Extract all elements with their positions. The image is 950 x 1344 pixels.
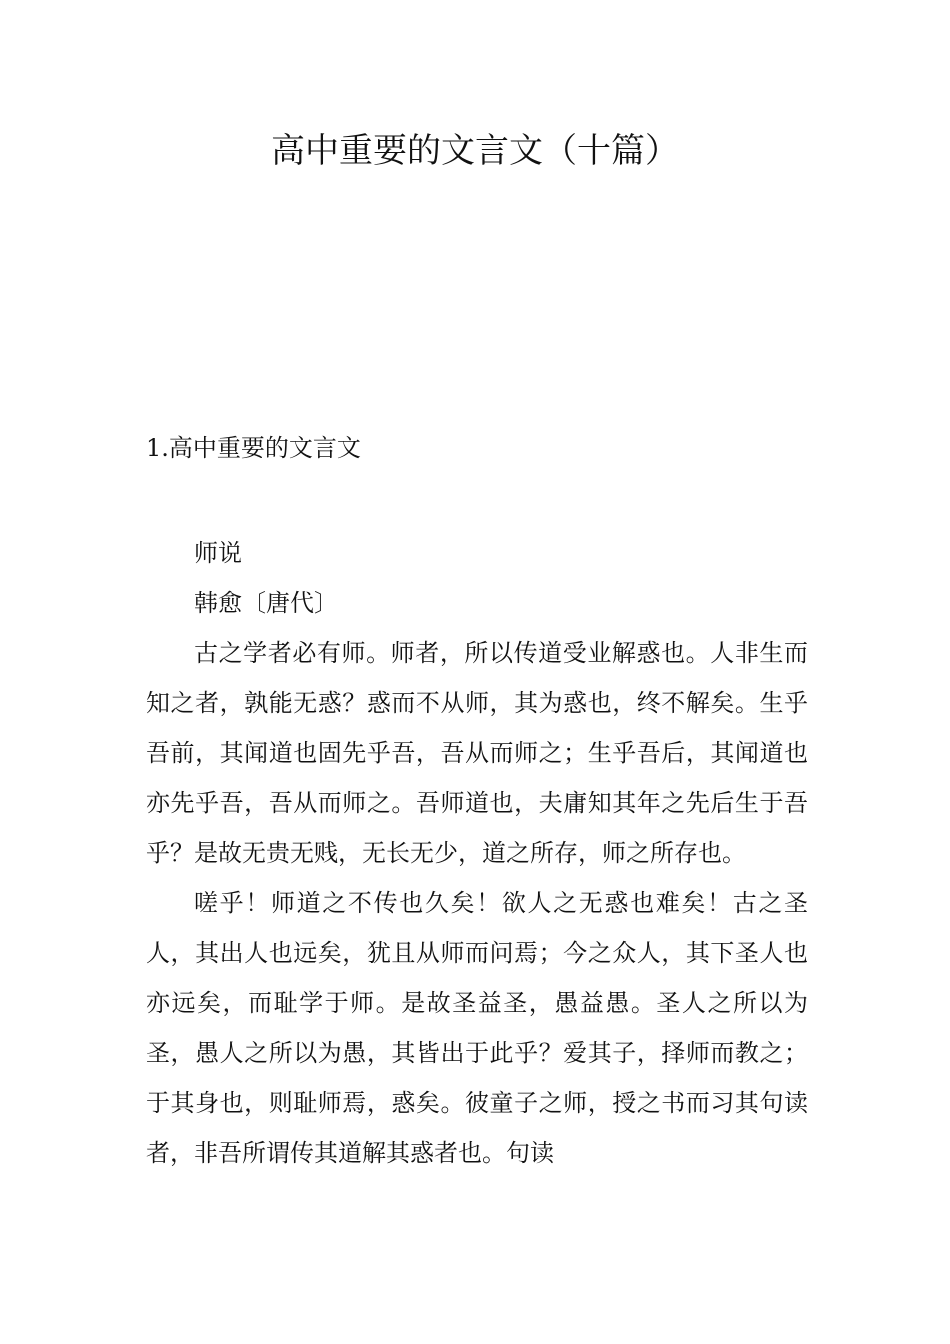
essay-paragraph-1: 古之学者必有师。师者，所以传道受业解惑也。人非生而知之者，孰能无惑？惑而不从师，其为惑也，终不解矣。生乎吾前，其闻道也固先乎吾，吾从而师之；生乎吾后，其闻道也亦先乎吾，吾从而师之。吾师道也，夫庸知其年之先后生于吾乎？是故无贵无贱，无长无少，道之所存，师之所存也。	[146, 639, 808, 867]
essay-paragraph-2: 嗟乎！师道之不传也久矣！欲人之无惑也难矣！古之圣人，其出人也远矣，犹且从师而问焉；今之众人，其下圣人也亦远矣，而耻学于师。是故圣益圣，愚益愚。圣人之所以为圣，愚人之所以为愚，其皆出于此乎？爱其子，择师而教之；于其身也，则耻师焉，惑矣。彼童子之师，授之书而习其句读者，非吾所谓传其道解其惑者也。句读	[146, 889, 808, 1167]
document-title: 高中重要的文言文（十篇）	[271, 131, 679, 171]
essay-body	[146, 528, 808, 1178]
section-heading: 1.高中重要的文言文	[146, 434, 361, 462]
essay-author: 韩愈〔唐代〕	[194, 589, 338, 617]
essay-title: 师说	[194, 539, 242, 567]
